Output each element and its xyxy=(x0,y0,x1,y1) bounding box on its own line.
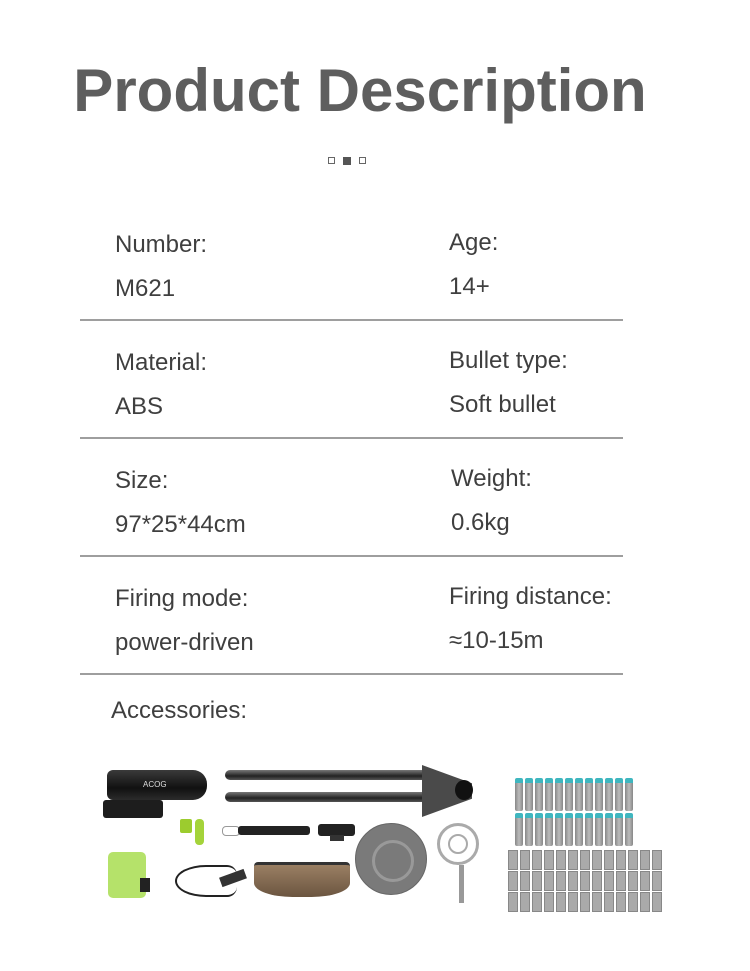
goggles-icon xyxy=(254,862,350,897)
spec-row-2 xyxy=(80,321,623,439)
spec-value: ABS xyxy=(115,393,164,420)
carousel-pager xyxy=(328,157,366,165)
magazine-clips-icon xyxy=(508,850,663,912)
spec-size xyxy=(115,469,246,537)
spec-label: Size: xyxy=(115,467,169,494)
spec-label: Firing mode: xyxy=(115,585,249,612)
spec-age xyxy=(449,231,498,299)
spec-material xyxy=(115,351,207,419)
row-divider xyxy=(80,673,623,675)
spec-weight xyxy=(451,467,532,535)
soft-darts-icon xyxy=(515,778,634,846)
spec-label: Firing distance: xyxy=(449,583,612,610)
spec-bullet-type xyxy=(449,349,568,417)
spec-number xyxy=(115,233,207,301)
spec-value: 0.6kg xyxy=(451,509,510,536)
spec-value: Soft bullet xyxy=(449,391,556,418)
spec-label: Material: xyxy=(115,349,208,376)
spec-label: Number: xyxy=(115,231,208,258)
spec-value: power-driven xyxy=(115,629,254,656)
spec-firing-mode xyxy=(115,587,254,655)
spec-value: 97*25*44cm xyxy=(115,511,246,538)
spec-label: Bullet type: xyxy=(449,347,568,374)
page-title: Product Description xyxy=(73,57,647,124)
spec-value: M621 xyxy=(115,275,176,302)
pager-dot-1[interactable] xyxy=(328,157,335,164)
pager-dot-2-active[interactable] xyxy=(343,157,351,165)
spec-firing-distance xyxy=(449,585,612,653)
spec-row-1 xyxy=(80,203,623,321)
spec-value: 14+ xyxy=(449,273,490,300)
spec-label: Age: xyxy=(449,229,499,256)
spec-row-4 xyxy=(80,557,623,675)
spec-row-3 xyxy=(80,439,623,557)
pager-dot-3[interactable] xyxy=(359,157,366,164)
spec-label: Weight: xyxy=(451,465,532,492)
accessories-label: Accessories: xyxy=(111,697,248,724)
spec-value: ≈10-15m xyxy=(449,627,544,654)
